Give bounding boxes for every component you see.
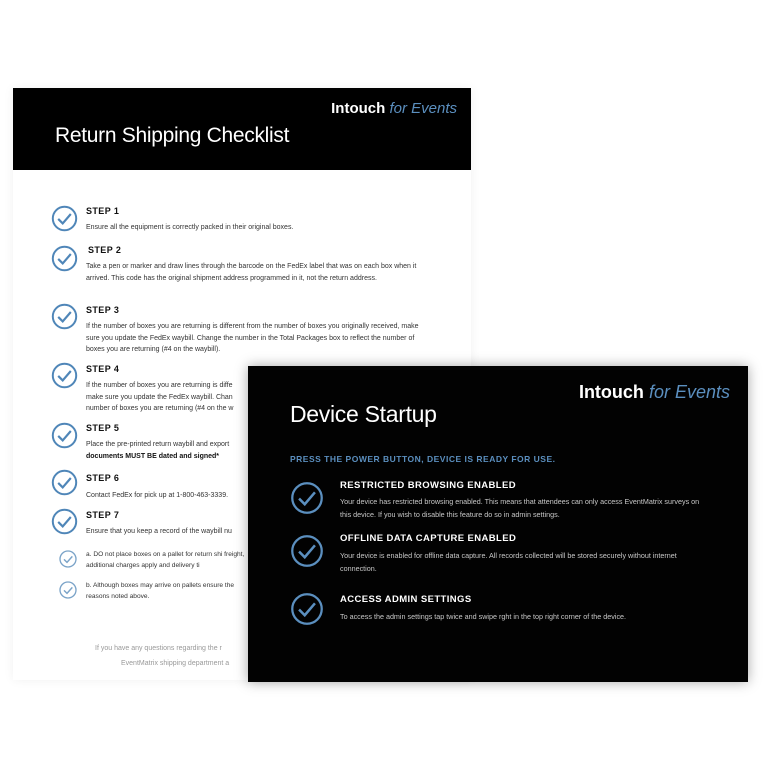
step-7-title: STEP 7 [86,510,120,520]
step-5-desc-bold: documents MUST BE dated and signed* [86,452,220,460]
device-startup-card [248,366,748,682]
check-circle-icon [51,508,78,535]
step-3-desc: If the number of boxes you are returning is different from the number of boxes you originally received, make sure you update the FedEx waybill. Change the number in the Total Packages box to reflect the number of boxes you are returning (#4 on the waybill). [86,323,419,353]
step-6-title: STEP 6 [86,473,120,483]
feature-1-title: RESTRICTED BROWSING ENABLED [340,480,516,491]
step-5-title: STEP 5 [86,423,120,433]
feature-2-desc: Your device is enabled for offline data capture. All records collected will be stored securely without internet connection. [340,551,677,573]
feature-3-title: ACCESS ADMIN SETTINGS [340,594,472,605]
brand-logo [331,100,457,117]
step-7-desc: Ensure that you keep a record of the waybill nu [86,528,232,535]
step-2-title: STEP 2 [88,245,122,255]
feature-1-desc: Your device has restricted browsing enabled. This means that attendees can only access EventMatrix surveys on this device. If you wish to disable this feature do so in admin settings. [340,497,700,519]
checklist-header [13,88,471,170]
check-circle-icon [51,469,78,496]
footer-line-2: EventMatrix shipping department a [121,660,230,667]
step-5-desc [86,439,246,462]
feature-2-title: OFFLINE DATA CAPTURE ENABLED [340,533,517,544]
check-circle-icon [290,534,324,568]
check-circle-icon [51,245,78,272]
sub-item-a: a. DO not place boxes on a pallet for return shi freight, additional charges apply and delivery ti [86,551,245,569]
step-4-desc: If the number of boxes you are returning is diffe make sure you update the FedEx waybill. Chan number of boxes you are returning (#4 on the w [86,382,234,412]
startup-title: Device Startup [290,401,437,427]
brand-suffix: for Events [648,382,730,402]
check-circle-icon [290,592,324,626]
step-1-title: STEP 1 [86,206,120,216]
step-5-desc-text: Place the pre-printed return waybill and export [86,441,230,448]
footer-line-1: If you have any questions regarding the r [95,645,222,652]
check-circle-icon [51,205,78,232]
startup-subtitle: PRESS THE POWER BUTTON, DEVICE IS READY FOR USE. [290,454,556,464]
check-circle-icon [290,481,324,515]
step-3-title: STEP 3 [86,305,120,315]
step-2-desc: Take a pen or marker and draw lines through the barcode on the FedEx label that was on each box when it arrived. This code has the original shipment address programmed in it, not the return address. [86,263,417,282]
step-6-desc: Contact FedEx for pick up at 1-800-463-3339. [86,492,229,499]
checklist-title: Return Shipping Checklist [55,124,290,147]
check-circle-icon [51,362,78,389]
step-4-title: STEP 4 [86,364,120,374]
feature-3-desc: To access the admin settings tap twice and swipe rght in the top right corner of the device. [340,612,627,621]
small-check-circle-icon [58,580,78,600]
sub-item-b: b. Although boxes may arrive on pallets ensure the reasons noted above. [86,582,235,600]
step-1-desc: Ensure all the equipment is correctly packed in their original boxes. [86,224,294,231]
check-circle-icon [51,422,78,449]
brand-name: Intouch [331,100,386,117]
brand-logo [579,382,730,403]
small-check-circle-icon [58,549,78,569]
brand-suffix: for Events [389,100,457,117]
brand-name: Intouch [578,382,644,402]
check-circle-icon [51,303,78,330]
